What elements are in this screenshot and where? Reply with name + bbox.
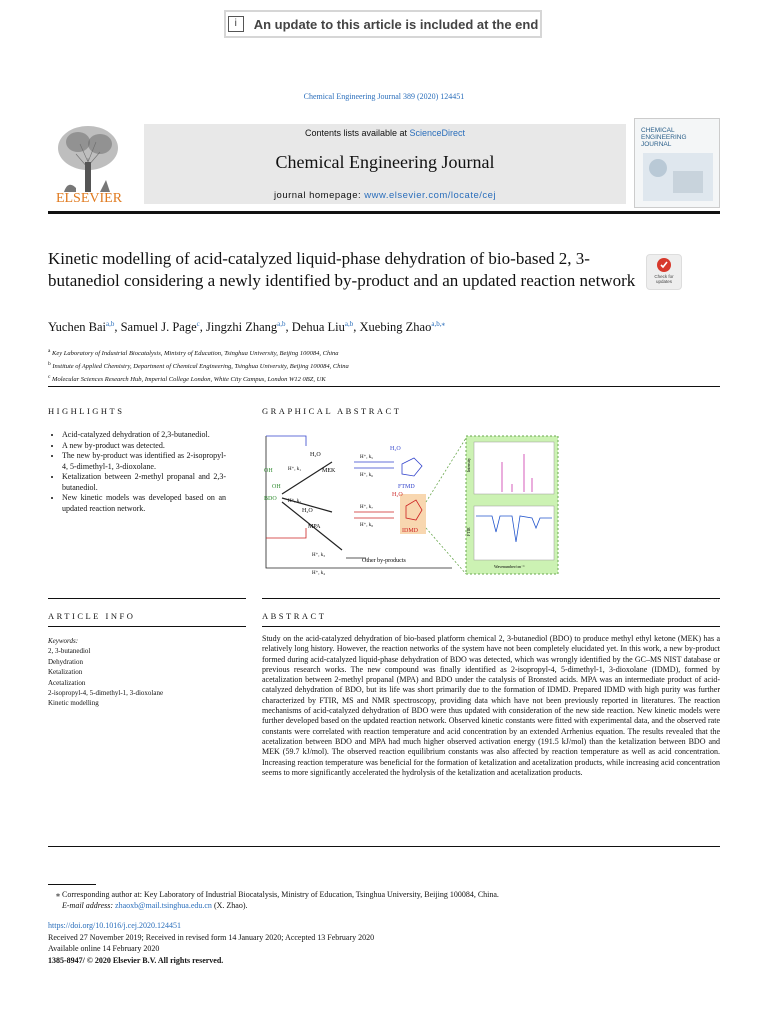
ga-bdo-label: BDO — [264, 496, 277, 502]
svg-text:H⁺, k₄: H⁺, k₄ — [312, 571, 325, 576]
author-name[interactable]: Yuchen Bai — [48, 320, 106, 335]
affiliation-text: Institute of Applied Chemistry, Department of Chemical Engineering, Tsinghua University, Beijing 100084, China — [52, 363, 349, 371]
masthead-rule — [48, 211, 720, 214]
email-link[interactable]: zhaoxb@mail.tsinghua.edu.cn — [115, 901, 212, 910]
journal-masthead — [48, 118, 720, 210]
email-label: E-mail address: — [62, 901, 114, 910]
ga-wavenumber-label: Wavenumber/cm⁻¹ — [494, 564, 525, 569]
ga-h2o-label: H₂O — [302, 508, 313, 514]
highlight-item: • A new by-product was detected. — [62, 441, 226, 452]
ga-other-byproducts-label: Other by-products — [362, 558, 406, 564]
available-online: Available online 14 February 2020 — [48, 944, 160, 953]
highlights-list — [48, 430, 226, 514]
footnote-rule — [48, 884, 96, 885]
update-banner[interactable] — [224, 10, 542, 38]
cover-line: ENGINEERING — [641, 134, 687, 141]
homepage-link[interactable]: www.elsevier.com/locate/cej — [364, 190, 497, 201]
ga-mek-label: MEK — [322, 468, 336, 474]
keyword: Kinetic modelling — [48, 699, 99, 708]
homepage-prefix: journal homepage: — [273, 190, 365, 201]
corresponding-author-note: ⁎ Corresponding author at: Key Laboratory of Industrial Biocatalysis, Ministry of Education, Tsinghua University, Beijing 100084, China. — [56, 890, 499, 899]
affiliation — [48, 359, 349, 372]
received-dates: Received 27 November 2019; Received in revised form 14 January 2020; Accepted 13 February 2020 — [48, 932, 375, 942]
ga-mpa-label: MPA — [308, 524, 321, 530]
ga-h2o-label: H₂O — [390, 446, 401, 452]
affiliation-marker: c — [48, 374, 51, 381]
svg-text:H⁺, k₁: H⁺, k₁ — [288, 467, 301, 472]
svg-text:H⁺, k₆: H⁺, k₆ — [360, 473, 373, 478]
keyword: 2, 3-butanediol — [48, 647, 91, 656]
ga-h2o-label: H₂O — [392, 492, 403, 498]
affiliations — [48, 346, 349, 385]
affiliation — [48, 372, 349, 385]
article-metadata — [48, 920, 374, 966]
highlight-item: • Acid-catalyzed dehydration of 2,3-butanediol. — [62, 430, 226, 441]
copyright: 1385-8947/ © 2020 Elsevier B.V. All rights reserved. — [48, 955, 224, 965]
email-suffix: (X. Zhao). — [211, 901, 248, 910]
affiliation-text: Key Laboratory of Industrial Biocatalysis, Ministry of Education, Tsinghua University, Beijing 100084, China — [52, 350, 339, 358]
check-for-updates-badge[interactable] — [646, 254, 682, 290]
keyword: Ketalization — [48, 668, 83, 677]
section-rule — [48, 626, 246, 627]
keywords-heading: Keywords: — [48, 637, 79, 645]
highlight-item: • New kinetic models was developed based on an updated reaction network. — [62, 493, 226, 514]
publisher-name: ELSEVIER — [55, 191, 123, 206]
sciencedirect-link[interactable]: ScienceDirect — [409, 128, 466, 138]
cover-line: JOURNAL — [641, 141, 672, 148]
affiliation-text: Molecular Sciences Research Hub, Imperial College London, White City Campus, London W12 0BZ, UK — [52, 376, 326, 384]
author-affiliation-marker[interactable]: a,b — [105, 320, 115, 328]
info-icon: i — [228, 16, 244, 32]
keyword: 2-isopropyl-4, 5-dimethyl-1, 3-dioxolane — [48, 689, 164, 698]
affiliation — [48, 346, 349, 359]
graphical-abstract-heading: GRAPHICAL ABSTRACT — [262, 406, 402, 416]
affiliation-marker: a — [48, 348, 51, 354]
ga-h2o-label: H₂O — [310, 452, 321, 458]
ga-intensity-label: Intensity — [466, 458, 471, 472]
svg-text:H⁺, k₈: H⁺, k₈ — [360, 523, 373, 528]
svg-text:H⁺, k₂: H⁺, k₂ — [288, 499, 301, 504]
article-info-heading: ARTICLE INFO — [48, 611, 136, 621]
contents-prefix: Contents lists available at — [304, 128, 410, 138]
author-name[interactable]: Xuebing Zhao — [359, 320, 432, 335]
section-rule — [262, 598, 720, 599]
affiliation-marker: b — [48, 361, 51, 368]
highlight-item: • The new by-product was identified as 2-isopropyl-4, 5-dimethyl-1, 3-dioxolane. — [62, 451, 226, 472]
check-updates-label: Check for — [654, 274, 674, 279]
contents-line — [144, 128, 626, 138]
ga-ftir-label: FTIR — [466, 527, 471, 536]
author-name[interactable]: Dehua Liu — [291, 320, 345, 335]
author-list: Yuchen Bai$^{a,b}$, Samuel J. Page$^c$, Jingzhi Zhang$^{a,b}$, Dehua Liu$^{a,b}$, Xuebing Zhao$^{a,b,⁎}$ — [48, 320, 445, 335]
journal-cover-thumbnail — [634, 118, 720, 208]
masthead-panel — [144, 124, 626, 204]
keywords-block — [48, 636, 163, 709]
svg-text:H⁺, k₃: H⁺, k₃ — [312, 553, 325, 558]
ga-oh-label: OH — [264, 468, 273, 474]
author-affiliation-marker[interactable]: a,b — [277, 320, 286, 328]
abstract-text: Study on the acid-catalyzed dehydration of bio-based platform chemical 2, 3-butanediol (BDO) to produce methyl ethyl ketone (MEK) has a relatively long history. However, the reaction networks of the system have not been completely elucidated yet. In this work, a new by-product formed during acid-catalyzed liquid-phase dehydration of BDO was detected, which was wrongly identified by the GC–MS NIST database or previous research works. The new compound was finally identified as 2-isopropyl-4, 5-dimethyl-1, 3-dioxolane (IDMD), formed by acetalization between 2-methyl propanal (MPA) and BDO under the catalysis of Bronsted acids. MPA was an intermediate product of acid-catalyzed dehydration of BDO, but its life was short primarily due to the formation of IDMD. Prepared IDMD with high purity was further characterized by FTIR, MS and NMR spectroscopy, providing data which have not been previously reported in literatures. The reaction mechanisms of acid-catalyzed dehydration of BDO were thus updated with consideration of the new side reaction. New kinetic models were further developed based on the updated reaction network. Observed kinetic constants were fitted with experimental data, and the observed rate constants were correlated with reaction temperature and acid concentration by an extended Arrhenius equation. The results revealed that the acetalization between BDO and MPA had much higher observed activation energy (191.5 kJ/mol) than the ketalization between BDO and MEK (59.7 kJ/mol). The observed reaction equilibrium constants was also affected by reaction temperature as well as acid concentration. Increasing reaction temperature was beneficial for the formation of ketalization and acetalization products, while increasing acid concentration seems to more significantly accelerated the hydrolysis of the ketalization and acetalization products. — [262, 634, 720, 777]
author-name[interactable]: Jingzhi Zhang — [206, 320, 278, 335]
author-affiliation-marker[interactable]: c — [196, 320, 200, 328]
doi-link[interactable]: https://doi.org/10.1016/j.cej.2020.124451 — [48, 921, 181, 930]
author-affiliation-marker[interactable]: a,b — [344, 320, 354, 328]
article-title: Kinetic modelling of acid-catalyzed liquid-phase dehydration of bio-based 2, 3-butanediol considering a newly identified by-product and an updated reaction network — [48, 249, 636, 290]
section-rule — [262, 626, 720, 627]
author-name[interactable]: Samuel J. Page — [120, 320, 197, 335]
ga-ftmd-label: FTMD — [398, 484, 415, 490]
elsevier-logo — [48, 118, 130, 208]
ga-idmd-label: IDMD — [402, 528, 418, 534]
svg-text:H⁺, k₅: H⁺, k₅ — [360, 455, 373, 460]
svg-text:H⁺, k₇: H⁺, k₇ — [360, 505, 373, 510]
graphical-abstract-figure[interactable] — [262, 432, 626, 582]
section-rule — [48, 386, 720, 387]
email-line — [48, 900, 720, 911]
ga-oh-label: OH — [272, 484, 281, 490]
journal-title: Chemical Engineering Journal — [275, 152, 495, 172]
check-updates-label: updates — [655, 279, 672, 284]
journal-citation[interactable]: Chemical Engineering Journal 389 (2020) 124451 — [303, 92, 465, 101]
update-banner-text: An update to this article is included at the end — [253, 16, 539, 32]
homepage-line — [144, 190, 626, 201]
check-updates-icon — [656, 257, 672, 273]
author-affiliation-marker[interactable]: a,b,⁎ — [431, 320, 445, 328]
abstract-heading: ABSTRACT — [262, 611, 327, 621]
keyword: Dehydration — [48, 657, 83, 666]
footnote — [48, 889, 720, 911]
section-rule — [48, 598, 246, 599]
highlight-item: • Ketalization between 2-methyl propanal and 2,3-butanediol. — [62, 472, 226, 493]
highlights-heading: HIGHLIGHTS — [48, 406, 125, 416]
section-rule — [48, 846, 720, 847]
cover-line: CHEMICAL — [641, 127, 675, 134]
keyword: Acetalization — [48, 678, 86, 687]
